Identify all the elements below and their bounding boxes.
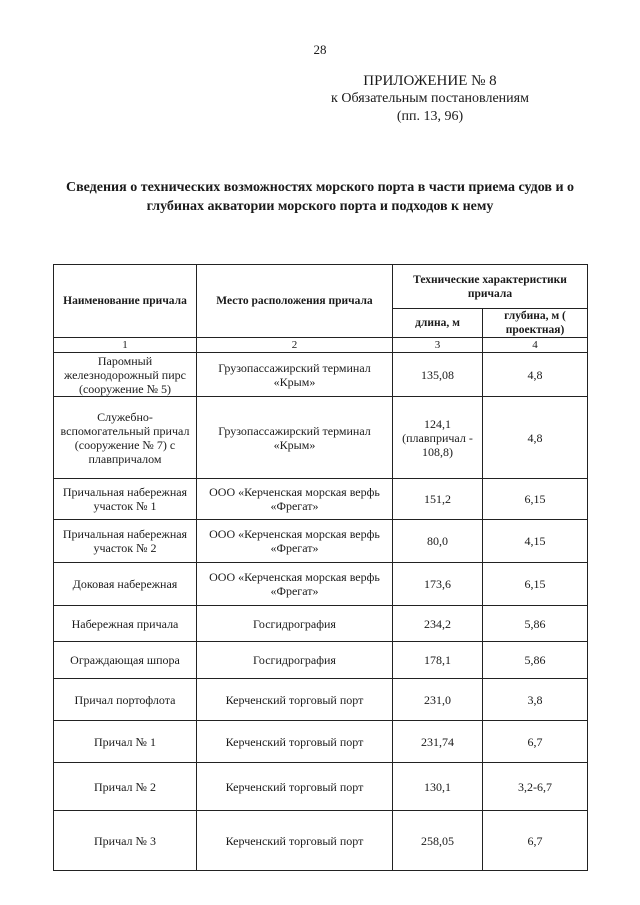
table-row xyxy=(54,642,588,679)
cell-location: Керченский торговый порт xyxy=(197,763,393,811)
cell-location: ООО «Керченская морская верфь «Фрегат» xyxy=(197,520,393,563)
table-row xyxy=(54,479,588,520)
cell-location: ООО «Керченская морская верфь «Фрегат» xyxy=(197,563,393,606)
col-number: 1 xyxy=(54,338,197,353)
cell-location: Грузопассажирский терминал «Крым» xyxy=(197,397,393,479)
cell-name: Причал № 1 xyxy=(54,721,197,763)
table-row xyxy=(54,606,588,642)
cell-length: 178,1 xyxy=(393,642,483,679)
cell-length: 173,6 xyxy=(393,563,483,606)
cell-name: Причал портофлота xyxy=(54,679,197,721)
cell-location: Керченский торговый порт xyxy=(197,721,393,763)
cell-depth: 5,86 xyxy=(483,642,588,679)
cell-location: Грузопассажирский терминал «Крым» xyxy=(197,353,393,397)
cell-depth: 5,86 xyxy=(483,606,588,642)
cell-depth: 4,8 xyxy=(483,397,588,479)
cell-length: 231,0 xyxy=(393,679,483,721)
cell-name: Причал № 3 xyxy=(54,811,197,871)
appendix-reference: к Обязательным постановлениям xyxy=(331,91,529,106)
table-row xyxy=(54,520,588,563)
table-row xyxy=(54,763,588,811)
col-number: 3 xyxy=(393,338,483,353)
cell-name: Ограждающая шпора xyxy=(54,642,197,679)
cell-name: Причальная набережная участок № 2 xyxy=(54,520,197,563)
header-location: Место расположения причала xyxy=(197,265,393,338)
cell-location: Госгидрография xyxy=(197,642,393,679)
appendix-paragraphs: (пп. 13, 96) xyxy=(396,109,464,124)
header-tech: Технические характеристики причала xyxy=(393,265,588,309)
table-row xyxy=(54,563,588,606)
col-number: 2 xyxy=(197,338,393,353)
document-title: Сведения о технических возможностях морского порта в части приема судов и о глубинах акватории морского порта и подходов к нему xyxy=(65,180,575,214)
table-row xyxy=(54,679,588,721)
table-row xyxy=(54,397,588,479)
table-row xyxy=(54,353,588,397)
cell-length: 80,0 xyxy=(393,520,483,563)
cell-location: Госгидрография xyxy=(197,606,393,642)
cell-depth: 4,8 xyxy=(483,353,588,397)
cell-length: 130,1 xyxy=(393,763,483,811)
cell-name: Доковая набережная xyxy=(54,563,197,606)
cell-location: ООО «Керченская морская верфь «Фрегат» xyxy=(197,479,393,520)
cell-location: Керченский торговый порт xyxy=(197,679,393,721)
cell-depth: 3,8 xyxy=(483,679,588,721)
appendix-number: ПРИЛОЖЕНИЕ № 8 xyxy=(363,73,497,89)
header-name: Наименование причала xyxy=(54,265,197,338)
header-depth: глубина, м ( проектная) xyxy=(483,309,588,338)
cell-length: 135,08 xyxy=(393,353,483,397)
column-numbers-row xyxy=(54,338,588,353)
cell-location: Керченский торговый порт xyxy=(197,811,393,871)
cell-depth: 6,7 xyxy=(483,811,588,871)
cell-depth: 4,15 xyxy=(483,520,588,563)
header-length: длина, м xyxy=(393,309,483,338)
appendix-block xyxy=(300,72,560,126)
cell-length: 234,2 xyxy=(393,606,483,642)
table-row xyxy=(54,721,588,763)
cell-depth: 6,15 xyxy=(483,563,588,606)
cell-length: 124,1 (плавпричал - 108,8) xyxy=(393,397,483,479)
cell-depth: 3,2-6,7 xyxy=(483,763,588,811)
berths-table xyxy=(53,264,588,871)
col-number: 4 xyxy=(483,338,588,353)
cell-length: 151,2 xyxy=(393,479,483,520)
cell-name: Набережная причала xyxy=(54,606,197,642)
cell-name: Служебно-вспомогательный причал (сооружение № 7) с плавпричалом xyxy=(54,397,197,479)
cell-length: 231,74 xyxy=(393,721,483,763)
cell-name: Причальная набережная участок № 1 xyxy=(54,479,197,520)
cell-name: Паромный железнодорожный пирс (сооружение № 5) xyxy=(54,353,197,397)
page-number: 28 xyxy=(313,42,327,57)
table-row xyxy=(54,811,588,871)
cell-depth: 6,15 xyxy=(483,479,588,520)
cell-depth: 6,7 xyxy=(483,721,588,763)
cell-length: 258,05 xyxy=(393,811,483,871)
cell-name: Причал № 2 xyxy=(54,763,197,811)
